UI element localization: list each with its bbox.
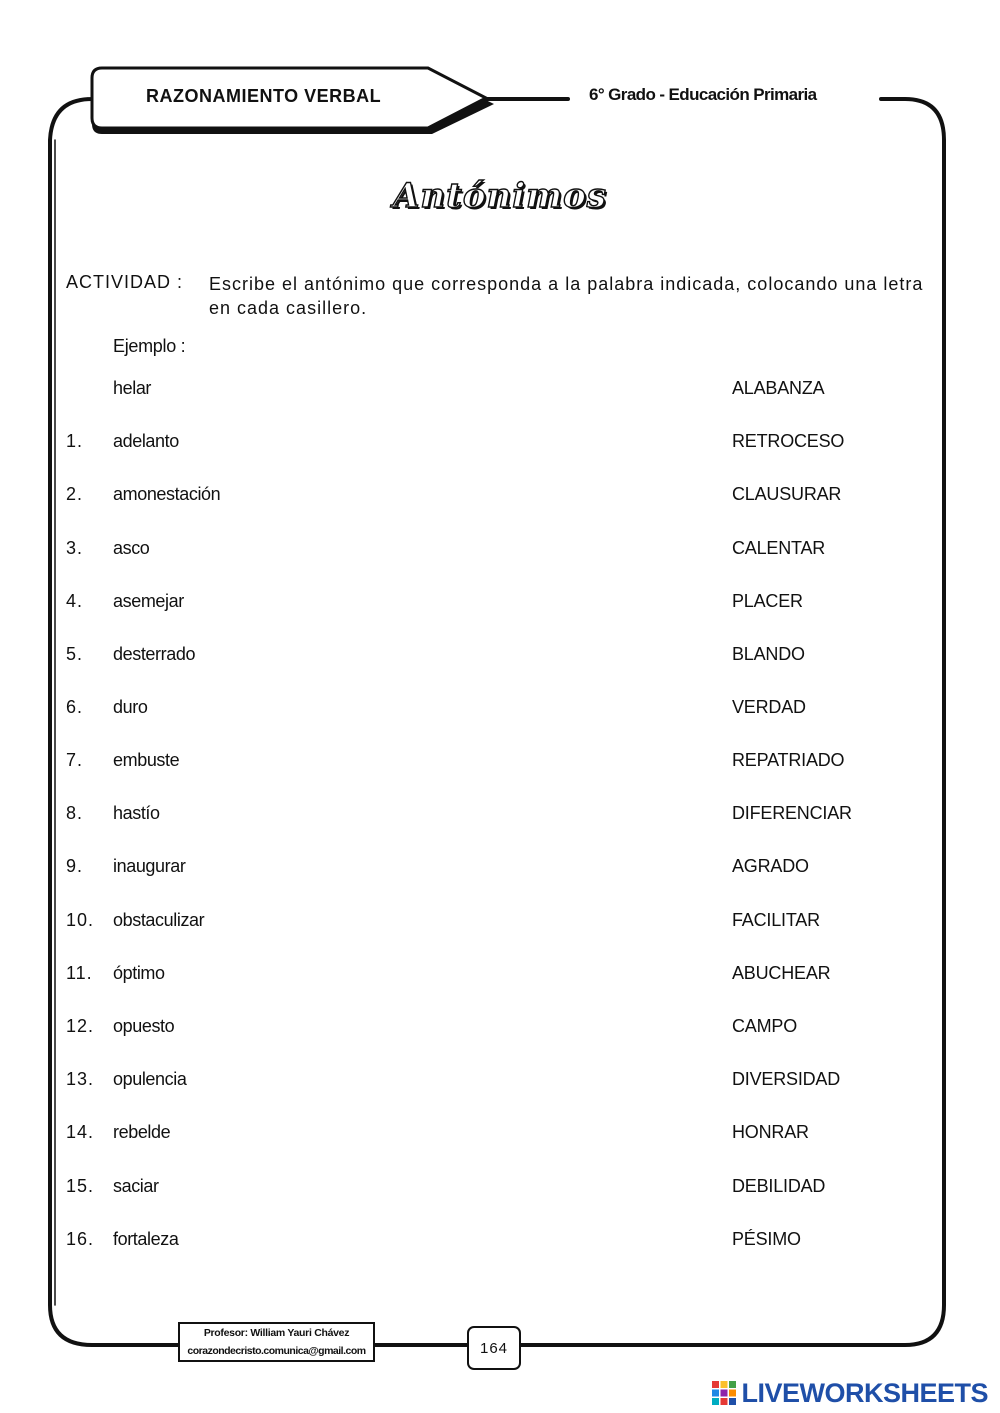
list-item bbox=[0, 1016, 1000, 1046]
item-number: 9. bbox=[66, 856, 84, 876]
item-number: 2. bbox=[66, 484, 84, 504]
item-number: 3. bbox=[66, 538, 84, 558]
item-word: opulencia bbox=[113, 1069, 187, 1089]
item-answer-option: DIVERSIDAD bbox=[732, 1069, 841, 1089]
item-answer-option: RETROCESO bbox=[732, 431, 845, 451]
item-answer-option: HONRAR bbox=[732, 1122, 809, 1142]
item-word: amonestación bbox=[113, 484, 221, 504]
item-word: adelanto bbox=[113, 431, 179, 451]
list-item bbox=[0, 1069, 1000, 1099]
item-answer-option: DIFERENCIAR bbox=[732, 803, 852, 823]
item-word: duro bbox=[113, 697, 148, 717]
list-item bbox=[0, 644, 1000, 674]
item-answer-option: DEBILIDAD bbox=[732, 1176, 826, 1196]
item-word: desterrado bbox=[113, 644, 196, 664]
item-word: inaugurar bbox=[113, 856, 186, 876]
brand-name: LIVEWORKSHEETS bbox=[741, 1377, 988, 1408]
list-item bbox=[0, 803, 1000, 833]
item-number: 5. bbox=[66, 644, 84, 664]
list-item bbox=[0, 1229, 1000, 1259]
item-number: 12. bbox=[66, 1016, 95, 1036]
item-answer-option: PLACER bbox=[732, 591, 803, 611]
item-number: 10. bbox=[66, 910, 95, 930]
list-item bbox=[0, 963, 1000, 993]
list-item bbox=[0, 1122, 1000, 1152]
item-number: 1. bbox=[66, 431, 84, 451]
list-item bbox=[0, 856, 1000, 886]
list-item bbox=[0, 431, 1000, 461]
list-item bbox=[0, 910, 1000, 940]
list-item bbox=[0, 538, 1000, 568]
item-word: óptimo bbox=[113, 963, 165, 983]
list-item bbox=[0, 697, 1000, 727]
page-number: 164 bbox=[479, 1340, 509, 1357]
grade-label: 6° Grado - Educación Primaria bbox=[589, 85, 817, 104]
page-number-box bbox=[467, 1326, 521, 1370]
item-number: 7. bbox=[66, 750, 84, 770]
item-number: 13. bbox=[66, 1069, 95, 1089]
subject-label: RAZONAMIENTO VERBAL bbox=[146, 86, 382, 106]
example-label: Ejemplo : bbox=[113, 336, 186, 356]
item-number: 11. bbox=[66, 963, 93, 983]
example-answer: ALABANZA bbox=[732, 378, 825, 398]
item-answer-option: PÉSIMO bbox=[732, 1229, 801, 1249]
item-answer-option: REPATRIADO bbox=[732, 750, 845, 770]
author-box bbox=[178, 1322, 375, 1362]
activity-instruction: Escribe el antónimo que corresponda a la palabra indicada, colocando una letra en cada casillero. bbox=[209, 274, 924, 318]
example-row bbox=[0, 378, 1000, 408]
liveworksheets-logo-icon bbox=[711, 1380, 737, 1406]
item-answer-option: CAMPO bbox=[732, 1016, 798, 1036]
item-answer-option: ABUCHEAR bbox=[732, 963, 831, 983]
item-number: 4. bbox=[66, 591, 84, 611]
item-answer-option: CLAUSURAR bbox=[732, 484, 842, 504]
author-email: corazondecristo.comunica@gmail.com bbox=[187, 1345, 366, 1357]
example-word: helar bbox=[113, 378, 152, 398]
item-number: 6. bbox=[66, 697, 84, 717]
item-word: obstaculizar bbox=[113, 910, 205, 930]
activity-label: ACTIVIDAD : bbox=[66, 272, 184, 292]
list-item bbox=[0, 484, 1000, 514]
item-word: saciar bbox=[113, 1176, 159, 1196]
item-word: asco bbox=[113, 538, 150, 558]
list-item bbox=[0, 1176, 1000, 1206]
page-title: Antónimos bbox=[393, 176, 607, 216]
item-word: asemejar bbox=[113, 591, 184, 611]
author-name: Profesor: William Yauri Chávez bbox=[203, 1327, 350, 1339]
item-word: embuste bbox=[113, 750, 180, 770]
item-word: opuesto bbox=[113, 1016, 175, 1036]
item-word: fortaleza bbox=[113, 1229, 179, 1249]
item-number: 14. bbox=[66, 1122, 95, 1142]
item-number: 16. bbox=[66, 1229, 95, 1249]
item-word: hastío bbox=[113, 803, 160, 823]
item-answer-option: FACILITAR bbox=[732, 910, 820, 930]
brand-logo[interactable] bbox=[711, 1376, 988, 1410]
item-answer-option: AGRADO bbox=[732, 856, 809, 876]
item-answer-option: BLANDO bbox=[732, 644, 805, 664]
list-item bbox=[0, 750, 1000, 780]
item-answer-option: CALENTAR bbox=[732, 538, 826, 558]
list-item bbox=[0, 591, 1000, 621]
item-number: 15. bbox=[66, 1176, 95, 1196]
item-word: rebelde bbox=[113, 1122, 171, 1142]
item-number: 8. bbox=[66, 803, 84, 823]
item-answer-option: VERDAD bbox=[732, 697, 806, 717]
